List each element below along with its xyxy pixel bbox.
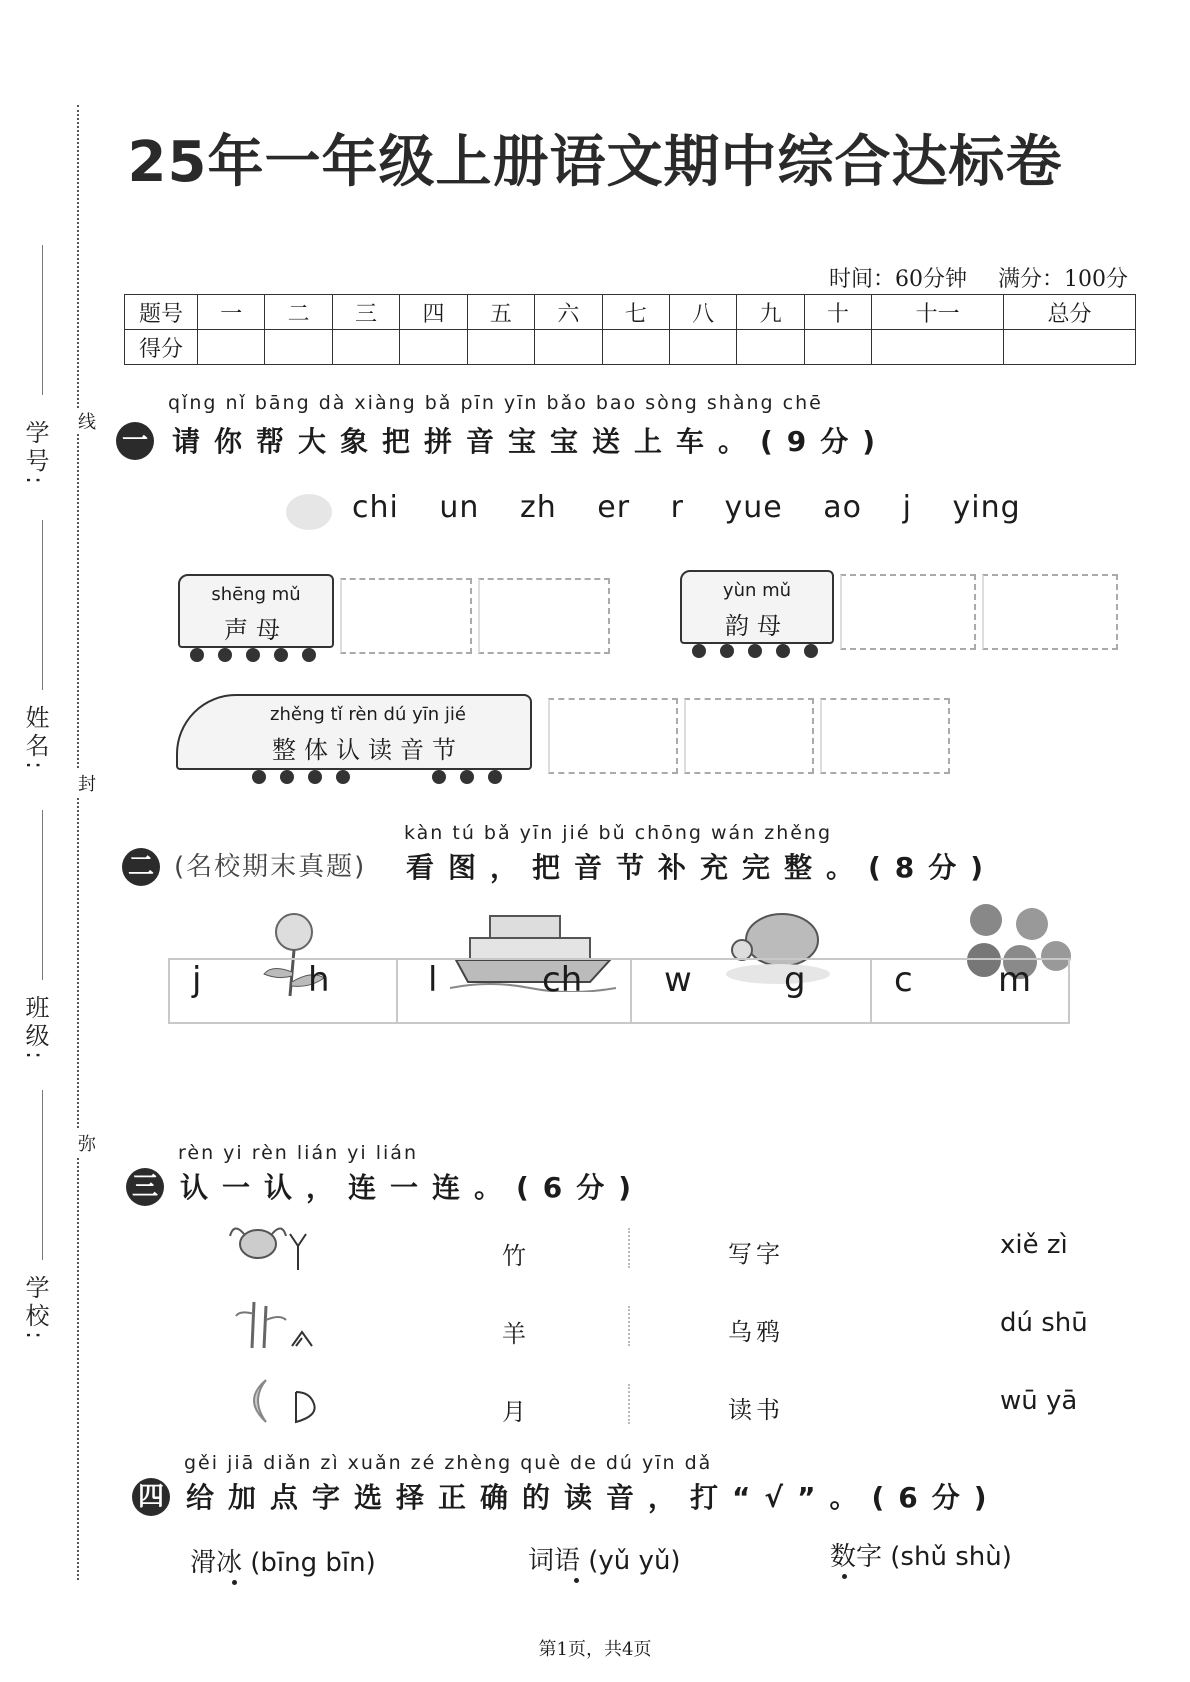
syllable-initial: l <box>428 960 438 1000</box>
q4-word: 词语 <box>528 1546 581 1576</box>
pinyin-letter: ying <box>952 490 1021 525</box>
q4-options[interactable]: (bīng bīn) <box>250 1548 376 1578</box>
train-initials <box>172 570 642 670</box>
q4-pinyin: gěi jiā diǎn zì xuǎn zé zhèng què de dú yīn dǎ <box>184 1452 713 1474</box>
score-cell[interactable] <box>872 330 1004 365</box>
margin-rule <box>42 1090 43 1260</box>
school-label: 学校: <box>21 1275 49 1344</box>
q2-pinyin: kàn tú bǎ yīn jié bǔ chōng wán zhěng <box>404 822 833 844</box>
col-9: 九 <box>737 295 804 330</box>
score-cell[interactable] <box>804 330 871 365</box>
exam-full-score: 满分：100分 <box>998 267 1128 292</box>
q4-number-badge: 四 <box>132 1478 170 1516</box>
match-char[interactable]: 竹 <box>502 1242 526 1270</box>
score-table <box>124 294 1136 365</box>
score-cell[interactable] <box>535 330 602 365</box>
col-11: 十一 <box>872 295 1004 330</box>
q2-title: 看图，把音节补充完整。(8分) <box>406 851 998 884</box>
q1-number-badge: 一 <box>116 422 154 460</box>
match-word[interactable]: 读书 <box>728 1396 784 1424</box>
train-pinyin: yùn mǔ <box>722 580 792 601</box>
pinyin-letter: yue <box>724 490 783 525</box>
col-5: 五 <box>467 295 534 330</box>
train-pinyin: zhěng tǐ rèn dú yīn jié <box>270 704 466 725</box>
q3-pinyin: rèn yi rèn lián yi lián <box>178 1142 418 1164</box>
col-total: 总分 <box>1004 295 1136 330</box>
q3-number-badge: 三 <box>126 1168 164 1206</box>
pinyin-letter: r <box>670 490 684 525</box>
match-char[interactable]: 月 <box>502 1398 526 1426</box>
train-car-blank[interactable] <box>840 574 976 650</box>
q4-title: 给加点字选择正确的读音，打“√”。(6分) <box>186 1481 1001 1514</box>
goat-icon <box>228 1222 318 1278</box>
elephant-icon <box>286 494 332 530</box>
q4-word: 数字 <box>830 1542 883 1572</box>
q4-word: 滑冰 <box>190 1548 243 1578</box>
q4-item <box>190 1542 376 1579</box>
q3-title: 认一认，连一连。(6分) <box>180 1171 646 1204</box>
pinyin-letter: j <box>902 490 912 525</box>
col-7: 七 <box>602 295 669 330</box>
match-pinyin[interactable]: xiě zì <box>1000 1230 1068 1260</box>
emphasis-dot <box>574 1578 579 1583</box>
score-cell[interactable] <box>1004 330 1136 365</box>
exam-time: 时间：60分钟 <box>829 267 967 292</box>
col-3: 三 <box>332 295 399 330</box>
pinyin-letter: zh <box>519 490 557 525</box>
margin-rule <box>42 520 43 690</box>
score-header: 得分 <box>125 330 198 365</box>
score-cell[interactable] <box>467 330 534 365</box>
margin-rule <box>42 810 43 980</box>
q1-title: 请你帮大象把拼音宝宝送上车。(9分) <box>172 425 890 458</box>
train-label: 整体认读音节 <box>272 736 464 764</box>
train-pinyin: shēng mǔ <box>211 584 301 605</box>
score-cell[interactable] <box>400 330 467 365</box>
score-table-header-row <box>125 295 1136 330</box>
syllable-initial: h <box>308 960 330 1000</box>
train-locomotive <box>176 694 532 770</box>
train-car-blank[interactable] <box>478 578 610 654</box>
margin-rule <box>42 245 43 395</box>
score-cell[interactable] <box>602 330 669 365</box>
cut-mark-feng: 封 <box>72 770 98 796</box>
match-char[interactable]: 羊 <box>502 1320 526 1348</box>
col-4: 四 <box>400 295 467 330</box>
match-word[interactable]: 乌鸦 <box>728 1318 784 1346</box>
train-car-blank[interactable] <box>340 578 472 654</box>
score-cell[interactable] <box>198 330 265 365</box>
name-label: 姓名: <box>21 705 49 774</box>
col-2: 二 <box>265 295 332 330</box>
page-footer: 第1页，共4页 <box>538 1639 652 1660</box>
train-locomotive <box>178 574 334 648</box>
score-cell[interactable] <box>737 330 804 365</box>
syllable-initial: j <box>192 960 202 1000</box>
student-id-label: 学号: <box>21 420 49 489</box>
q4-options[interactable]: (shǔ shù) <box>890 1542 1012 1572</box>
train-car-blank[interactable] <box>982 574 1118 650</box>
binding-dotted-line <box>77 105 79 1580</box>
match-pinyin[interactable]: wū yā <box>1000 1386 1078 1416</box>
q1-pinyin: qǐng nǐ bāng dà xiàng bǎ pīn yīn bǎo bao sòng shàng chē <box>168 392 823 414</box>
train-whole-syllables <box>172 690 992 790</box>
q4-options[interactable]: (yǔ yǔ) <box>588 1546 681 1576</box>
bamboo-icon <box>232 1298 322 1354</box>
score-cell[interactable] <box>669 330 736 365</box>
q4-item <box>830 1536 1012 1573</box>
score-table-score-row <box>125 330 1136 365</box>
syllable-initial: c <box>894 960 913 1000</box>
match-word[interactable]: 写字 <box>728 1240 784 1268</box>
col-6: 六 <box>535 295 602 330</box>
page-title: 25年一年级上册语文期中综合达标卷 <box>127 130 1063 195</box>
pinyin-letter: un <box>439 490 480 525</box>
syllable-initial: g <box>784 960 806 1000</box>
train-label: 声母 <box>224 616 288 644</box>
pinyin-letter-row <box>352 490 1021 525</box>
question-number-header: 题号 <box>125 295 198 330</box>
train-label: 韵母 <box>725 612 789 640</box>
col-8: 八 <box>669 295 736 330</box>
train-car-blank[interactable] <box>820 698 950 774</box>
q2-source-tag: (名校期末真题) <box>174 852 367 882</box>
train-car-blank[interactable] <box>684 698 814 774</box>
score-cell[interactable] <box>265 330 332 365</box>
train-car-blank[interactable] <box>548 698 678 774</box>
cut-mark-xian: 线 <box>72 408 98 434</box>
moon-icon <box>236 1374 326 1430</box>
syllable-initial: ch <box>542 960 583 1000</box>
emphasis-dot <box>842 1574 847 1579</box>
class-label: 班级: <box>21 995 49 1064</box>
pinyin-letter: chi <box>352 490 399 525</box>
pinyin-letter: ao <box>823 490 863 525</box>
syllable-initial: w <box>664 960 692 1000</box>
train-locomotive <box>680 570 834 644</box>
syllable-initial: m <box>998 960 1032 1000</box>
score-cell[interactable] <box>332 330 399 365</box>
q4-item <box>528 1540 681 1577</box>
syllable-blanks <box>168 958 1070 1024</box>
train-finals <box>676 566 1140 666</box>
cut-mark-mi: 弥 <box>72 1130 98 1156</box>
exam-meta <box>805 262 1128 293</box>
emphasis-dot <box>232 1580 237 1585</box>
col-1: 一 <box>198 295 265 330</box>
col-10: 十 <box>804 295 871 330</box>
match-pinyin[interactable]: dú shū <box>1000 1308 1088 1338</box>
q2-number-badge: 二 <box>122 848 160 886</box>
pinyin-letter: er <box>597 490 631 525</box>
